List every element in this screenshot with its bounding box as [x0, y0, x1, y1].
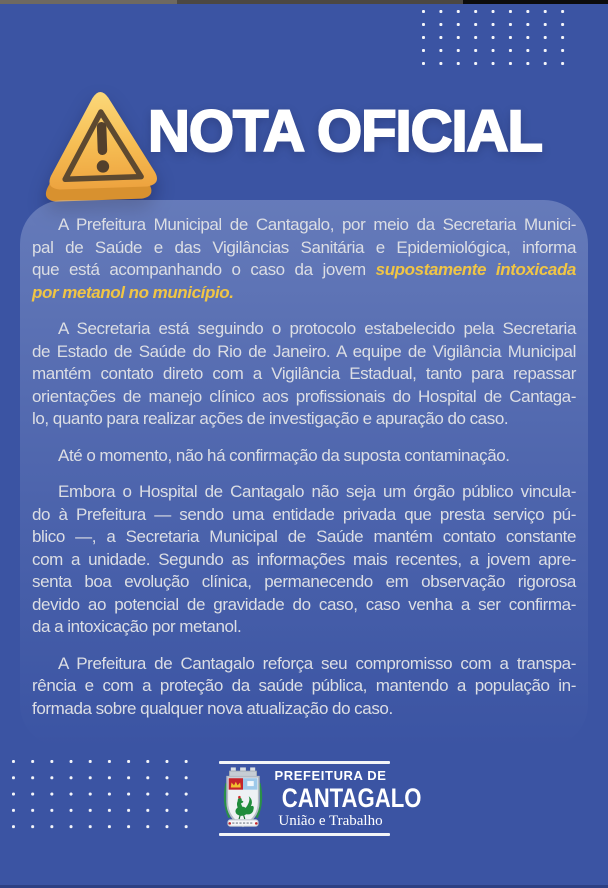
logo-prefeitura-de-label: PREFEITURA DE	[274, 768, 387, 783]
text-line	[32, 653, 576, 676]
paragraph	[32, 653, 576, 721]
text-line	[32, 445, 576, 468]
body-text: pal de Saúde e das Vigilâncias Sanitária e Epidemiológica, informa	[32, 237, 576, 257]
logo-rule-top	[219, 761, 390, 764]
dot-grid-bottom-left	[11, 759, 189, 830]
top-edge-segment	[0, 0, 177, 4]
text-line	[32, 259, 576, 282]
paragraph	[32, 481, 576, 639]
text-line	[32, 386, 576, 409]
body-text: A Secretaria está seguindo o protocolo estabelecido pela Secretaria	[58, 319, 576, 338]
body-text: orientações de manejo clínico aos profissionais do Hospital de Cantaga-	[32, 386, 576, 406]
body-text: Embora o Hospital de Cantagalo não seja um órgão público vincula-	[58, 482, 576, 501]
logo-rule-bottom	[219, 833, 390, 836]
warning-triangle-icon	[40, 82, 164, 208]
text-line	[32, 504, 576, 527]
body-text: Até o momento, não há confirmação da suposta contaminação.	[58, 445, 510, 465]
text-line	[32, 526, 576, 549]
top-edge-bar	[0, 0, 608, 4]
text-line	[32, 363, 576, 386]
body-text: A Prefeitura Municipal de Cantagalo, por meio da Secretaria Munici-	[58, 215, 576, 234]
body-text: que está acompanhando o caso da jovem	[32, 260, 376, 279]
page-title: NOTA OFICIAL	[148, 99, 542, 164]
body-text: de Estado de Saúde do Rio de Janeiro. A equipe de Vigilância Municipal	[32, 341, 576, 361]
text-line	[32, 408, 576, 431]
text-line	[32, 237, 576, 260]
body-text: rência e com a proteção da saúde pública, mantendo a população in-	[32, 676, 576, 695]
paragraph	[32, 445, 576, 468]
logo-cantagalo-label: CANTAGALO	[281, 783, 422, 813]
text-line	[32, 675, 576, 698]
top-edge-segment	[177, 0, 463, 4]
body-text: blico —, a Secretaria Municipal de Saúde mantém contato constante	[32, 527, 576, 546]
paragraph	[32, 214, 576, 304]
text-line	[32, 318, 576, 341]
body-text: A Prefeitura de Cantagalo reforça seu compromisso com a transpa-	[58, 653, 576, 673]
logo-text-block	[271, 768, 422, 830]
body-text: devido ao potencial de gravidade do caso, caso venha a ser confirma-	[32, 594, 576, 614]
text-line	[32, 214, 576, 237]
body-text: senta boa evolução clínica, permanecendo em observação rigorosa	[32, 572, 576, 591]
text-line	[32, 282, 576, 305]
body-text: mantém contato direto com a Vigilância Estadual, tanto para repassar	[32, 364, 576, 383]
text-line	[32, 549, 576, 572]
body-text: com a unidade. Segundo as informações mais recentes, a jovem apre-	[32, 549, 576, 569]
text-line	[32, 481, 576, 504]
dot-grid-top-right	[421, 9, 567, 67]
text-line	[32, 571, 576, 594]
logo-motto-label: União e Trabalho	[278, 813, 383, 829]
cantagalo-coat-of-arms-icon	[221, 766, 265, 832]
text-line	[32, 616, 576, 639]
text-line	[32, 698, 576, 721]
body-text: do à Prefeitura — sendo uma entidade privada que presta serviço pú-	[32, 504, 576, 524]
note-body	[20, 200, 588, 720]
body-text: lo, quanto para realizar ações de investigação e apuração do caso.	[32, 409, 509, 428]
prefeitura-logo	[219, 755, 422, 837]
paragraph	[32, 318, 576, 431]
top-edge-segment	[463, 0, 608, 4]
body-text: formada sobre qualquer nova atualização do caso.	[32, 698, 393, 718]
highlighted-text: por metanol no município.	[32, 282, 234, 302]
body-text: da a intoxicação por metanol.	[32, 617, 242, 636]
text-line	[32, 341, 576, 364]
text-line	[32, 594, 576, 617]
note-panel	[20, 200, 588, 748]
highlighted-text: supostamente intoxicada	[375, 260, 576, 279]
